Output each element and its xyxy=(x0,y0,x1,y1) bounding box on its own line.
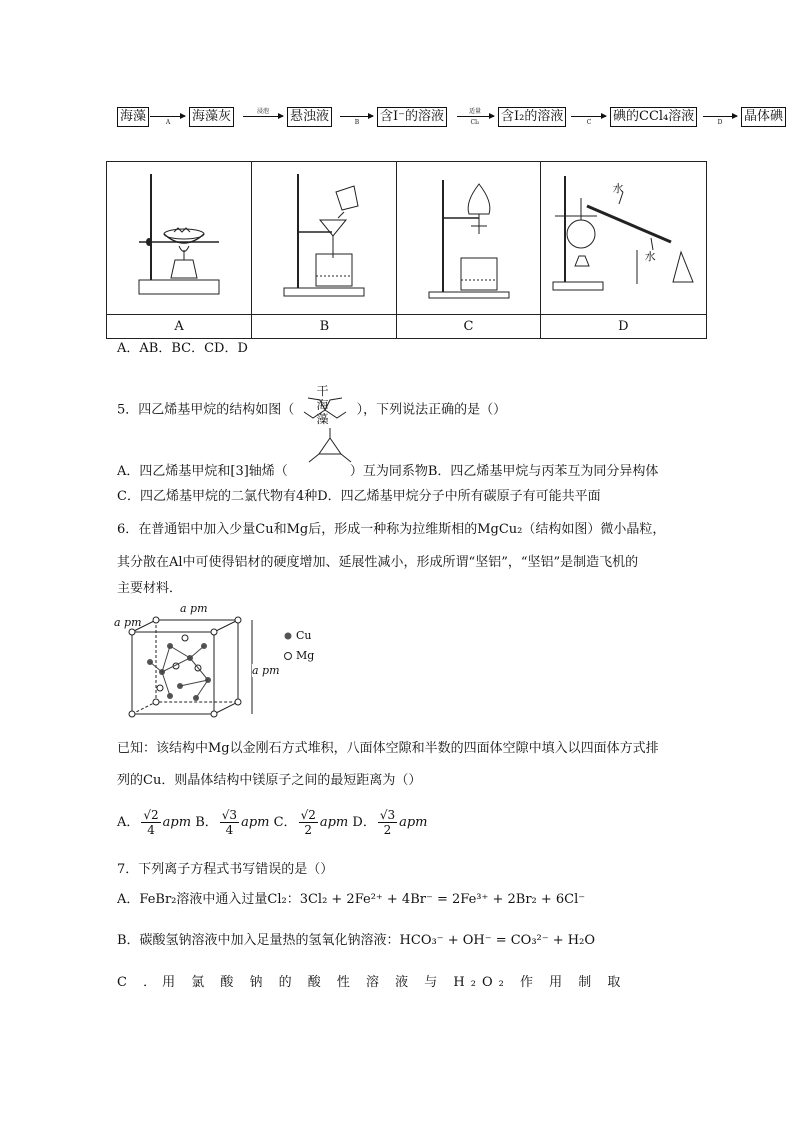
water-out-label: 水 xyxy=(612,182,624,195)
q6-line-2: 其分散在Al中可使得铝材的硬度增加、延展性减小，形成所谓“坚铝”，“坚铝”是制造飞机的 xyxy=(117,555,639,570)
apparatus-label-d: D xyxy=(540,315,706,339)
legend-mg: Mg xyxy=(296,649,315,662)
q6-options xyxy=(117,806,428,840)
apparatus-c-figure xyxy=(397,162,540,315)
apparatus-label-a: A xyxy=(107,315,252,339)
flow-arrow-1-label: A xyxy=(165,119,171,126)
apparatus-label-c: C xyxy=(397,315,540,339)
flow-arrow-4-label-top: 适量 xyxy=(468,108,481,115)
flow-step-5: 含I₂的溶液 xyxy=(498,107,566,127)
q6-option-a: A． $\frac{√2}{4}$ apm xyxy=(117,808,192,837)
q6-option-d: D． $\frac{√3}{2}$ apm xyxy=(352,808,428,837)
flow-arrow-5-label: C xyxy=(586,119,592,126)
unit-cell-drawing xyxy=(110,602,330,727)
q5-stem-b: ），下列说法正确的是（） xyxy=(356,402,507,418)
q6-known-1: 已知：该结构中Mg以金刚石方式堆积，八面体空隙和半数的四面体空隙中填入以四面体方式排 xyxy=(117,741,659,756)
apparatus-b-figure xyxy=(252,162,397,315)
flow-step-3: 悬浊液 xyxy=(287,107,332,127)
fig-label-left: a pm xyxy=(114,616,142,629)
flow-arrow-6-label: D xyxy=(717,119,723,126)
crucible-burner-drawing xyxy=(109,162,249,310)
filtration-drawing xyxy=(254,162,394,310)
flow-step-2: 海藻灰 xyxy=(189,107,234,127)
q7-option-a: A．FeBr₂溶液中通入过量Cl₂：3Cl₂ + 2Fe²⁺ + 4Br⁻ = 2Fe³⁺ + 2Br₂ + 6Cl⁻ xyxy=(117,892,586,907)
flow-arrow-2-label: 浸泡 xyxy=(256,108,269,115)
q6-line-3: 主要材料． xyxy=(117,581,183,596)
apparatus-label-b: B xyxy=(252,315,397,339)
flow-arrow-2 xyxy=(243,116,283,117)
q7-option-b: B．碳酸氢钠溶液中加入足量热的氢氧化钠溶液：HCO₃⁻ + OH⁻ = CO₃²⁻ + H₂O xyxy=(117,933,595,948)
flow-step-7: 晶体碘 xyxy=(741,107,786,127)
flow-arrow-3 xyxy=(340,116,373,117)
separatory-funnel-drawing xyxy=(399,162,539,310)
q6-option-c: C． $\frac{√2}{2}$ apm xyxy=(273,808,349,837)
flow-arrow-6 xyxy=(703,116,737,117)
flow-arrow-4-label-bottom: Cl₂ xyxy=(470,119,480,126)
flow-arrow-3-label: B xyxy=(354,119,360,126)
q6-line-1: 6．在普通铝中加入少量Cu和Mg后，形成一种称为拉维斯相的MgCu₂（结构如图）微小晶粒， xyxy=(117,522,666,537)
q5-option-a-b xyxy=(117,463,658,481)
q5-stem xyxy=(117,396,506,424)
flow-step-4: 含I⁻的溶液 xyxy=(377,107,447,127)
q7-option-c: C ．用 氯 酸 钠 的 酸 性 溶 液 与 H₂O₂ 作 用 制 取 xyxy=(117,975,627,990)
flow-step-1: 海藻 xyxy=(117,107,149,127)
flow-arrow-5 xyxy=(571,116,606,117)
apparatus-d-figure xyxy=(540,162,706,315)
flow-arrow-4 xyxy=(457,116,494,117)
q4-options: A．AB．BC．CD．D xyxy=(117,341,248,356)
apparatus-a-text: 干海藻 xyxy=(316,383,329,426)
flow-step-6: 碘的CCl₄溶液 xyxy=(610,107,697,127)
tetravinylmethane-structure xyxy=(298,396,352,424)
q6-known-2: 列的Cu．则晶体结构中镁原子之间的最短距离为（） xyxy=(117,773,422,788)
q5-option-a-part2: ）互为同系物B．四乙烯基甲烷与丙苯互为同分异构体 xyxy=(349,464,659,479)
mgcu2-crystal-figure xyxy=(110,602,330,727)
q6-option-b: B． $\frac{√3}{4}$ apm xyxy=(195,808,270,837)
fig-label-top: a pm xyxy=(180,602,208,615)
q5-option-c-d: C．四乙烯基甲烷的二氯代物有4种D．四乙烯基甲烷分子中所有碳原子有可能共平面 xyxy=(117,489,601,504)
q7-stem: 7．下列离子方程式书写错误的是（） xyxy=(117,862,334,877)
water-in-label: 水 xyxy=(644,250,656,263)
q5-option-a-part1: A．四乙烯基甲烷和[3]轴烯（ xyxy=(117,464,288,479)
flow-arrow-1 xyxy=(150,116,185,117)
legend-cu: Cu xyxy=(296,629,312,642)
fig-label-right: a pm xyxy=(252,664,280,677)
q5-stem-a: 5．四乙烯基甲烷的结构如图（ xyxy=(117,402,295,418)
